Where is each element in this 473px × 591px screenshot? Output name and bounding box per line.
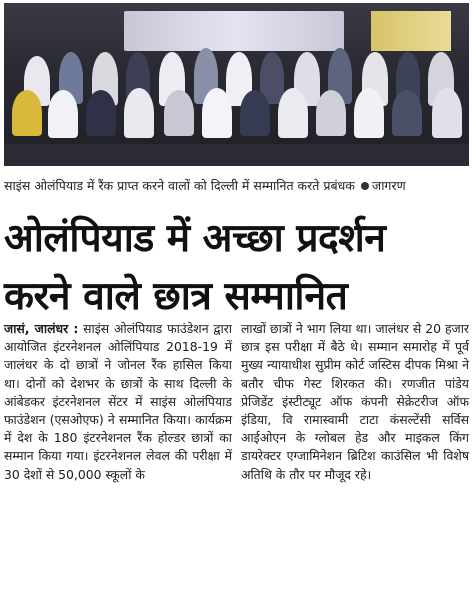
article-column-right — [241, 320, 469, 484]
photo-caption — [4, 178, 469, 194]
headline-line-2: करने वाले छात्र सम्मानित — [4, 274, 348, 319]
headline — [4, 210, 469, 326]
bullet-icon — [361, 182, 369, 190]
stage-banner — [124, 11, 344, 51]
caption-text: साइंस ओलंपियाड में रैंक प्राप्त करने वालों को दिल्ली में सम्मानित करते प्रबंधक — [4, 178, 355, 193]
headline-line-1: ओलंपियाड में अच्छा प्रदर्शन — [4, 216, 386, 261]
dateline: जासं, जालंधर : — [4, 321, 79, 336]
article-text-right: लाखों छात्रों ने भाग लिया था। जालंधर से 20 हजार छात्र इस परीक्षा में बैठे थे। सम्मान समारोह में पूर्व मुख्य न्यायाधीश सुप्रीम कोर्ट जस्टिस दीपक मिश्रा ने बतौर चीफ गेस्ट शिरकत की। रणजीत पांडेय प्रेजिडेंट इंस्टीट्यूट ऑफ कंपनी सेक्रेटरीज ऑफ इंडिया, वि रामास्वामी टाटा कंसल्टेंसी सर्विस आईओएन के ग्लोबल हेड और माइकल किंग डायरेक्टर एग्जामिनेशन ब्रिटिश काउंसिल भी विशेष अतिथि के तौर पर मौजूद रहे। — [241, 321, 469, 482]
article-text-left: साइंस ओलंपियाड फाउंडेशन द्वारा आयोजित इंटरनेशनल ओलिंपियाड 2018-19 में जालंधर के दो छात्रों ने जोनल रैंक हासिल किया था। दोनों को देशभर के छात्रों के साथ दिल्ली के आंबेडकर इंटरनेशनल सेंटर में साइंस ओलंपियाड फाउंडेशन (एसओएफ) ने सम्मानित किया। कार्यक्रम में देश के 180 इंटरनेशनल रैंक होल्डर छात्रों का सम्मान किया गया। इंटरनेशनल लेवल की परीक्षा में 30 देशों से 50,000 स्कूलों के — [4, 321, 232, 482]
stage-banner-right — [371, 11, 451, 51]
caption-source: जागरण — [371, 178, 406, 193]
students-group — [4, 48, 469, 166]
article-column-left — [4, 320, 232, 484]
news-photo — [4, 3, 469, 166]
